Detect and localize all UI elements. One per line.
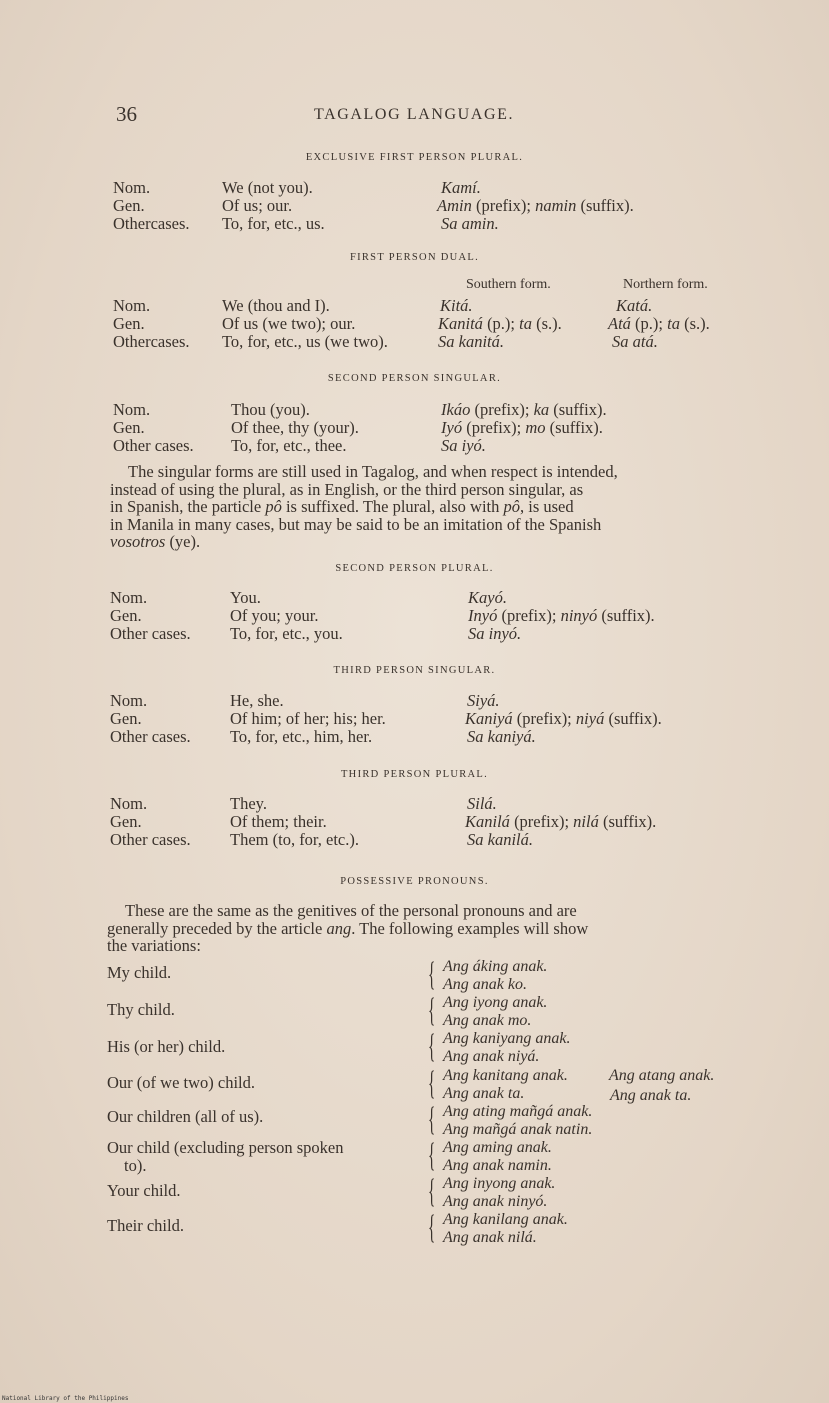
tagalog-form: Sa kaniyá. [467, 727, 536, 746]
section-heading-third-singular: THIRD PERSON SINGULAR. [333, 665, 496, 676]
tagalog-example: Ang mañgá anak natin. [443, 1121, 593, 1138]
running-header [116, 102, 756, 132]
english-gloss: We (not you). [222, 178, 313, 197]
library-watermark: National Library of the Philippines [2, 1395, 129, 1402]
possessive-english: Our (of we two) child. [107, 1073, 256, 1092]
possessive-english: Our children (all of us). [107, 1107, 264, 1126]
tagalog-form: Sa iyó. [441, 436, 486, 455]
possessive-english: Thy child. [107, 1000, 175, 1019]
column-header-southern: Southern form. [466, 277, 551, 292]
brace: { [428, 1101, 436, 1138]
brace: { [428, 1065, 436, 1102]
case-label: Other cases. [110, 830, 191, 849]
tagalog-form: Kamí. [441, 178, 481, 197]
english-gloss: You. [230, 588, 261, 607]
tagalog-example: Ang iyong anak. [443, 994, 548, 1011]
case-label: Other cases. [110, 624, 191, 643]
northern-form: Katá. [616, 296, 653, 315]
page-number: 36 [116, 102, 137, 126]
tagalog-example: Ang atang anak. [609, 1067, 715, 1084]
tagalog-form: Sa amin. [441, 214, 499, 233]
possessive-intro: These are the same as the genitives of the personal pronouns and are generally preceded by the article ang. The following examples will show the variations: [107, 901, 589, 955]
tagalog-form: Kanilá (prefix); nilá (suffix). [465, 812, 657, 831]
tagalog-form: Siyá. [467, 691, 500, 710]
english-gloss: We (thou and I). [222, 296, 330, 315]
tagalog-example: Ang anak mo. [443, 1012, 532, 1029]
tagalog-example: Ang anak ko. [443, 976, 527, 993]
section-heading-first-dual: FIRST PERSON DUAL. [349, 252, 480, 263]
section-heading-second-plural: SECOND PERSON PLURAL. [335, 563, 494, 574]
case-label: Nom. [110, 588, 148, 607]
section-heading-third-plural: THIRD PERSON PLURAL. [340, 769, 489, 780]
tagalog-example: Ang áking anak. [443, 958, 548, 975]
case-label: Othercases. [113, 214, 190, 233]
case-label: Nom. [113, 400, 151, 419]
english-gloss: Of thee, thy (your). [231, 418, 359, 437]
section-heading-exclusive-first-plural: EXCLUSIVE FIRST PERSON PLURAL. [305, 152, 524, 163]
tagalog-form: Iyó (prefix); mo (suffix). [441, 418, 603, 437]
tagalog-example: Ang kanilang anak. [443, 1211, 568, 1228]
tagalog-form: Amin (prefix); namin (suffix). [437, 196, 634, 215]
tagalog-example: Ang aming anak. [443, 1139, 552, 1156]
brace: { [428, 1209, 436, 1246]
northern-form: Sa atá. [612, 332, 658, 351]
english-gloss: He, she. [230, 691, 284, 710]
running-title: TAGALOG LANGUAGE. [314, 106, 515, 123]
body-paragraph: The singular forms are still used in Tagalog, and when respect is intended, instead of using the plural, as in English, or the third person singular, as in Spanish, the particle pô is suffixed. The plural, also with pô, is used in Manila in many cases, but may be said to be an imitation of the Spanish vosotros (ye). [110, 462, 618, 551]
tagalog-example: Ang kaniyang anak. [443, 1030, 571, 1047]
southern-form: Kitá. [440, 296, 473, 315]
column-header-northern: Northern form. [623, 277, 708, 292]
english-gloss: Thou (you). [231, 400, 310, 419]
tagalog-example: Ang anak ninyó. [443, 1193, 548, 1210]
possessive-english-continued: to). [124, 1156, 147, 1175]
brace: { [428, 1173, 436, 1210]
case-label: Nom. [113, 178, 151, 197]
case-label: Nom. [110, 794, 148, 813]
brace: { [428, 956, 436, 993]
possessive-english: His (or her) child. [107, 1037, 226, 1056]
southern-form: Sa kanitá. [438, 332, 504, 351]
possessive-english: My child. [107, 963, 172, 982]
english-gloss: To, for, etc., you. [230, 624, 343, 643]
tagalog-example: Ang anak ta. [610, 1087, 692, 1104]
southern-form: Kanitá (p.); ta (s.). [438, 314, 562, 333]
section-heading-second-singular: SECOND PERSON SINGULAR. [327, 373, 502, 384]
brace: { [428, 1028, 436, 1065]
tagalog-example: Ang anak nilá. [443, 1229, 537, 1246]
tagalog-example: Ang anak niyá. [443, 1048, 540, 1065]
possessive-english: Our child (excluding person spoken [107, 1138, 344, 1157]
english-gloss: They. [230, 794, 267, 813]
tagalog-example: Ang inyong anak. [443, 1175, 556, 1192]
northern-form: Atá (p.); ta (s.). [608, 314, 710, 333]
tagalog-form: Inyó (prefix); ninyó (suffix). [468, 606, 655, 625]
possessive-english: Your child. [107, 1181, 181, 1200]
english-gloss: Of him; of her; his; her. [230, 709, 386, 728]
tagalog-form: Sa kanilá. [467, 830, 533, 849]
tagalog-form: Kaniyá (prefix); niyá (suffix). [465, 709, 662, 728]
tagalog-form: Ikáo (prefix); ka (suffix). [441, 400, 607, 419]
case-label: Othercases. [113, 332, 190, 351]
english-gloss: Of us; our. [222, 196, 293, 215]
tagalog-example: Ang anak ta. [443, 1085, 525, 1102]
tagalog-form: Kayó. [468, 588, 507, 607]
case-label: Nom. [113, 296, 151, 315]
english-gloss: To, for, etc., thee. [231, 436, 347, 455]
tagalog-form: Sa inyó. [468, 624, 522, 643]
brace: { [428, 992, 436, 1029]
case-label: Gen. [110, 812, 142, 831]
tagalog-form: Silá. [467, 794, 497, 813]
english-gloss: To, for, etc., him, her. [230, 727, 373, 746]
brace: { [428, 1137, 436, 1174]
english-gloss: Of us (we two); our. [222, 314, 356, 333]
possessive-english: Their child. [107, 1216, 184, 1235]
case-label: Other cases. [113, 436, 194, 455]
case-label: Gen. [113, 418, 145, 437]
english-gloss: To, for, etc., us. [222, 214, 325, 233]
case-label: Nom. [110, 691, 148, 710]
tagalog-example: Ang anak namin. [443, 1157, 552, 1174]
section-heading-possessive: POSSESSIVE PRONOUNS. [340, 876, 489, 887]
case-label: Gen. [113, 196, 145, 215]
case-label: Other cases. [110, 727, 191, 746]
english-gloss: Them (to, for, etc.). [230, 830, 359, 849]
english-gloss: Of them; their. [230, 812, 327, 831]
case-label: Gen. [110, 606, 142, 625]
case-label: Gen. [110, 709, 142, 728]
english-gloss: To, for, etc., us (we two). [222, 332, 388, 351]
case-label: Gen. [113, 314, 145, 333]
tagalog-example: Ang ating mañgá anak. [443, 1103, 593, 1120]
english-gloss: Of you; your. [230, 606, 319, 625]
tagalog-example: Ang kanitang anak. [443, 1067, 568, 1084]
